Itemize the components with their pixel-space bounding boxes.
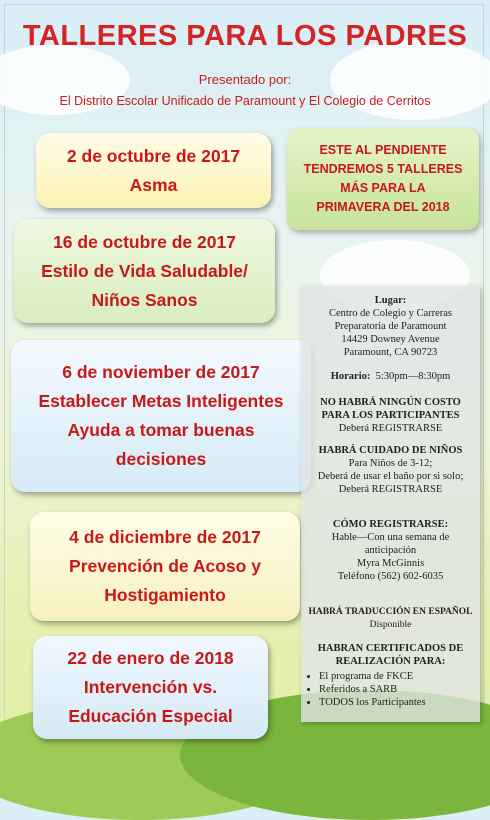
location-line: Preparatoria de Paramount — [334, 321, 447, 332]
location-line: 14429 Downey Avenue — [341, 334, 440, 345]
location-label: Lugar: — [374, 295, 407, 306]
notice-line: MÁS PARA LA — [340, 181, 426, 195]
location-section — [301, 294, 480, 359]
workshop-topic: Establecer Metas Inteligentes — [38, 391, 284, 411]
certificates-title: REALIZACIÓN PARA: — [335, 656, 446, 667]
location-line: Centro de Colegio y Carreras — [328, 308, 453, 319]
presented-by: Presentado por: — [198, 72, 292, 87]
registration-line: anticipación — [364, 545, 417, 556]
list-item: • Referidos a SARB — [319, 683, 480, 696]
notice-line: TENDREMOS 5 TALLERES — [303, 162, 463, 176]
workshop-date: 16 de octubre de 2017 — [53, 231, 236, 252]
translation-section — [301, 606, 480, 632]
workshop-topic: Estilo de Vida Saludable/ — [41, 260, 248, 281]
certificates-title: HABRAN CERTIFICADOS DE — [317, 643, 464, 654]
registration-title: CÓMO REGISTRARSE: — [332, 519, 449, 530]
cost-line: PARA LOS PARTICIPANTES — [321, 410, 460, 421]
workshop-date: 4 de diciembre de 2017 — [69, 527, 261, 547]
workshop-topic: Asma — [129, 174, 178, 195]
notice-box — [287, 128, 479, 230]
schedule-label: Horario: — [330, 371, 371, 382]
schedule-section — [301, 370, 480, 383]
certificates-section — [301, 642, 480, 709]
workshop-date: 2 de octubre de 2017 — [66, 145, 241, 166]
workshop-topic: Hostigamiento — [104, 585, 226, 605]
childcare-title: HABRÁ CUIDADO DE NIÑOS — [318, 445, 463, 456]
page-title: TALLERES PARA LOS PADRES — [22, 20, 468, 52]
workshop-topic: decisiones — [115, 449, 207, 469]
workshop-box — [14, 219, 275, 323]
schedule-value: 5:30pm—8:30pm — [375, 371, 451, 382]
workshop-box — [30, 512, 300, 621]
workshop-topic: Niños Sanos — [91, 289, 198, 310]
workshop-box — [33, 636, 268, 739]
childcare-section — [301, 444, 480, 496]
translation-title: HABRÁ TRADUCCIÓN EN ESPAÑOL — [308, 607, 473, 617]
notice-line: ESTE AL PENDIENTE — [319, 143, 447, 157]
list-item: • TODOS los Participantes — [319, 696, 480, 709]
notice-line: PRIMAVERA DEL 2018 — [316, 200, 450, 214]
workshop-topic: Ayuda a tomar buenas — [67, 420, 255, 440]
info-panel — [301, 286, 480, 722]
childcare-line: Para Niños de 3-12; — [348, 458, 433, 469]
childcare-line: Deberá REGISTRARSE — [338, 484, 443, 495]
workshop-date: 22 de enero de 2018 — [67, 648, 234, 668]
list-item: • El programa de FKCE — [319, 670, 480, 683]
registration-section — [301, 518, 480, 583]
translation-note: Disponible — [369, 620, 412, 630]
cost-note: Deberá REGISTRARSE — [338, 423, 443, 434]
registration-line: Hable—Con una semana de — [331, 532, 450, 543]
registration-line: Teléfono (562) 602-6035 — [337, 571, 444, 582]
workshop-box — [36, 133, 271, 208]
workshop-topic: Intervención vs. — [83, 677, 218, 697]
cost-section — [301, 396, 480, 435]
childcare-line: Deberá de usar el baño por si solo; — [317, 471, 464, 482]
certificates-list — [301, 670, 480, 709]
workshop-box — [11, 340, 311, 492]
registration-line: Myra McGinnis — [356, 558, 425, 569]
workshop-topic: Prevención de Acoso y — [69, 556, 261, 576]
location-line: Paramount, CA 90723 — [343, 347, 438, 358]
workshop-date: 6 de noviember de 2017 — [62, 362, 260, 382]
district-line: El Distrito Escolar Unificado de Paramount y El Colegio de Cerritos — [59, 94, 431, 108]
cost-line: NO HABRÁ NINGÚN COSTO — [320, 397, 461, 408]
workshop-topic: Educación Especial — [68, 706, 233, 726]
